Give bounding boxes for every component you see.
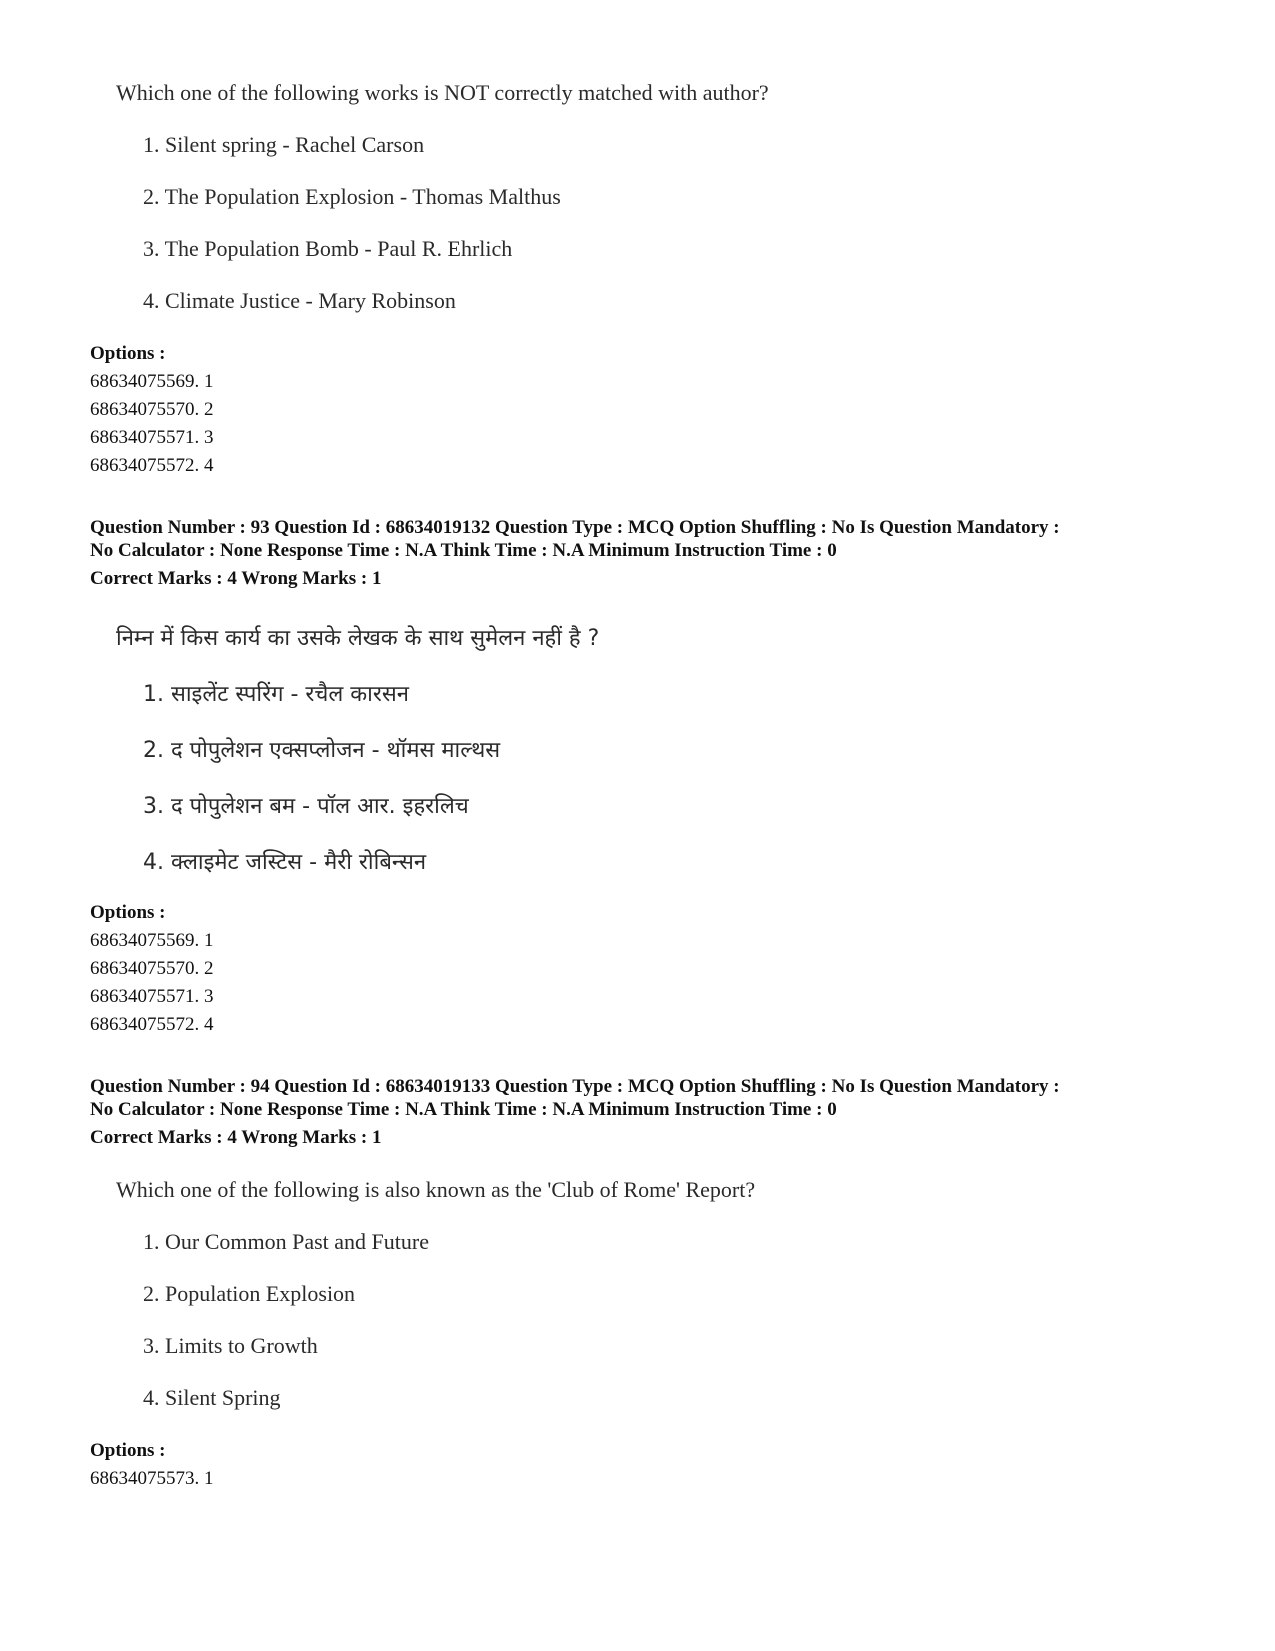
choice-item: 2. Population Explosion <box>143 1281 356 1306</box>
choice-item: 3. Limits to Growth <box>143 1333 318 1358</box>
option-line: 68634075571. 3 <box>90 986 214 1007</box>
option-line: 68634075572. 4 <box>90 1014 214 1035</box>
option-line: 68634075570. 2 <box>90 399 214 420</box>
question-meta-line: No Calculator : None Response Time : N.A Think Time : N.A Minimum Instruction Time : 0 <box>90 540 837 561</box>
choice-item: 4. Climate Justice - Mary Robinson <box>143 288 456 313</box>
option-line: 68634075569. 1 <box>90 371 214 392</box>
marks-line: Correct Marks : 4 Wrong Marks : 1 <box>90 1127 382 1148</box>
choice-item: 2. द पोपुलेशन एक्सप्लोजन - थॉमस माल्थस <box>143 738 501 763</box>
question-text: Which one of the following works is NOT correctly matched with author? <box>116 80 769 105</box>
options-label: Options : <box>90 343 166 364</box>
choice-item: 2. The Population Explosion - Thomas Malthus <box>143 184 561 209</box>
choice-item: 1. Our Common Past and Future <box>143 1229 429 1254</box>
option-line: 68634075571. 3 <box>90 427 214 448</box>
question-text: Which one of the following is also known as the 'Club of Rome' Report? <box>116 1177 756 1202</box>
choice-item: 4. क्लाइमेट जस्टिस - मैरी रोबिन्सन <box>143 850 427 875</box>
question-meta-line: No Calculator : None Response Time : N.A Think Time : N.A Minimum Instruction Time : 0 <box>90 1099 837 1120</box>
choice-item: 1. Silent spring - Rachel Carson <box>143 132 425 157</box>
options-label: Options : <box>90 1440 166 1461</box>
choice-item: 3. The Population Bomb - Paul R. Ehrlich <box>143 236 513 261</box>
option-line: 68634075573. 1 <box>90 1468 214 1489</box>
option-line: 68634075572. 4 <box>90 455 214 476</box>
options-label: Options : <box>90 902 166 923</box>
question-meta-line: Question Number : 93 Question Id : 68634019132 Question Type : MCQ Option Shuffling : No Is Question Mandatory : <box>90 517 1060 538</box>
option-line: 68634075569. 1 <box>90 930 214 951</box>
choice-item: 3. द पोपुलेशन बम - पॉल आर. इहरलिच <box>143 794 469 819</box>
option-line: 68634075570. 2 <box>90 958 214 979</box>
choice-item: 1. साइलेंट स्परिंग - रचैल कारसन <box>143 682 409 707</box>
choice-item: 4. Silent Spring <box>143 1385 281 1410</box>
question-meta-line: Question Number : 94 Question Id : 68634019133 Question Type : MCQ Option Shuffling : No Is Question Mandatory : <box>90 1076 1060 1097</box>
question-text-hindi: निम्न में किस कार्य का उसके लेखक के साथ सुमेलन नहीं है ? <box>116 626 600 651</box>
marks-line: Correct Marks : 4 Wrong Marks : 1 <box>90 568 382 589</box>
